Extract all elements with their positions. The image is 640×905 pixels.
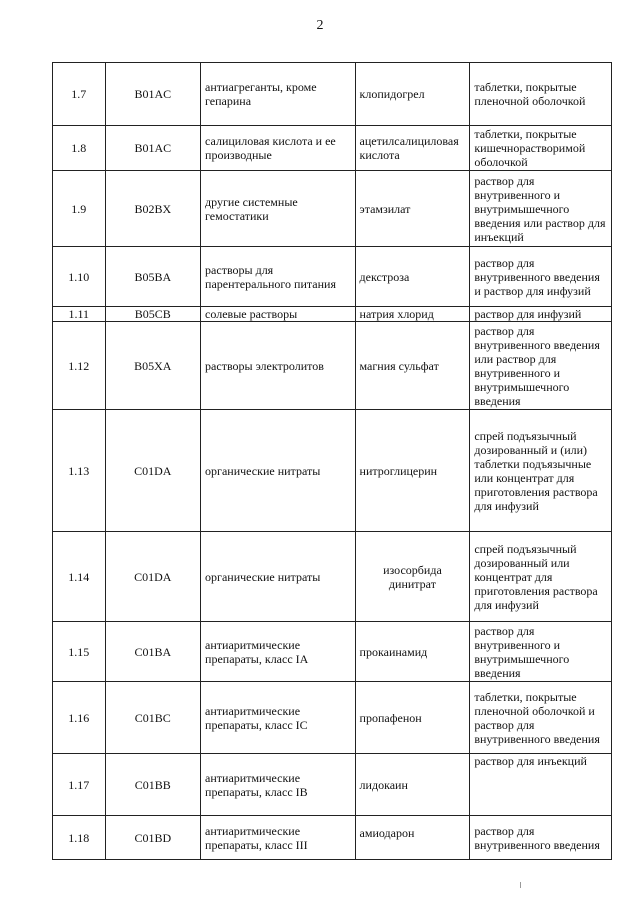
row-number: 1.16 [53, 682, 106, 754]
pharmacological-group: антиагреганты, кроме гепарина [201, 63, 356, 126]
scan-mark [520, 882, 521, 888]
atc-code: B01AC [105, 63, 200, 126]
row-number: 1.11 [53, 307, 106, 322]
table-row [53, 247, 612, 307]
dosage-form: спрей подъязычный дозированный или концентрат для приготовления раствора для инфузий [470, 532, 612, 622]
dosage-form: раствор для внутривенного введения и раствор для инфузий [470, 247, 612, 307]
row-number: 1.15 [53, 622, 106, 682]
table-row [53, 410, 612, 532]
table-row [53, 63, 612, 126]
dosage-form: таблетки, покрытые пленочной оболочкой и раствор для внутривенного введения [470, 682, 612, 754]
pharmacological-group: антиаритмические препараты, класс IA [201, 622, 356, 682]
pharmacological-group: солевые растворы [201, 307, 356, 322]
dosage-form: таблетки, покрытые пленочной оболочкой [470, 63, 612, 126]
drug-name: амиодарон [355, 816, 470, 860]
pharmacological-group: антиаритмические препараты, класс IB [201, 754, 356, 816]
atc-code: B05BA [105, 247, 200, 307]
row-number: 1.14 [53, 532, 106, 622]
atc-code: C01BD [105, 816, 200, 860]
pharmacological-group: растворы для парентерального питания [201, 247, 356, 307]
drug-name: натрия хлорид [355, 307, 470, 322]
row-number: 1.8 [53, 126, 106, 171]
atc-code: B02BX [105, 171, 200, 247]
pharmacological-group: растворы электролитов [201, 322, 356, 410]
table-row [53, 126, 612, 171]
atc-code: B05CB [105, 307, 200, 322]
table-row [53, 682, 612, 754]
drug-name: декстроза [355, 247, 470, 307]
table-row [53, 532, 612, 622]
atc-code: C01DA [105, 532, 200, 622]
table-row [53, 754, 612, 816]
drug-name: клопидогрел [355, 63, 470, 126]
atc-code: C01DA [105, 410, 200, 532]
drug-name: лидокаин [355, 754, 470, 816]
table-row [53, 307, 612, 322]
atc-code: C01BB [105, 754, 200, 816]
dosage-form: спрей подъязычный дозированный и (или) таблетки подъязычные или концентрат для приготовления раствора для инфузий [470, 410, 612, 532]
pharmacological-group: органические нитраты [201, 532, 356, 622]
table-row [53, 322, 612, 410]
dosage-form: раствор для внутривенного и внутримышечного введения [470, 622, 612, 682]
dosage-form: раствор для инъекций [470, 754, 612, 816]
table-row [53, 622, 612, 682]
drug-name: этамзилат [355, 171, 470, 247]
table-row [53, 171, 612, 247]
drug-name: изосорбида динитрат [355, 532, 470, 622]
drug-table [52, 62, 612, 860]
drug-name: пропафенон [355, 682, 470, 754]
row-number: 1.10 [53, 247, 106, 307]
pharmacological-group: антиаритмические препараты, класс III [201, 816, 356, 860]
atc-code: B01AC [105, 126, 200, 171]
table-row [53, 816, 612, 860]
atc-code: C01BC [105, 682, 200, 754]
atc-code: C01BA [105, 622, 200, 682]
pharmacological-group: другие системные гемостатики [201, 171, 356, 247]
dosage-form: раствор для внутривенного и внутримышечного введения или раствор для инъекций [470, 171, 612, 247]
dosage-form: раствор для внутривенного введения или раствор для внутривенного и внутримышечного введения [470, 322, 612, 410]
row-number: 1.9 [53, 171, 106, 247]
atc-code: B05XA [105, 322, 200, 410]
drug-name: ацетилсалициловая кислота [355, 126, 470, 171]
drug-name: прокаинамид [355, 622, 470, 682]
page-number: 2 [316, 18, 324, 33]
dosage-form: раствор для внутривенного введения [470, 816, 612, 860]
row-number: 1.18 [53, 816, 106, 860]
row-number: 1.12 [53, 322, 106, 410]
row-number: 1.17 [53, 754, 106, 816]
drug-name: магния сульфат [355, 322, 470, 410]
dosage-form: раствор для инфузий [470, 307, 612, 322]
pharmacological-group: органические нитраты [201, 410, 356, 532]
pharmacological-group: салициловая кислота и ее производные [201, 126, 356, 171]
dosage-form: таблетки, покрытые кишечнорастворимой оболочкой [470, 126, 612, 171]
row-number: 1.13 [53, 410, 106, 532]
drug-name: нитроглицерин [355, 410, 470, 532]
row-number: 1.7 [53, 63, 106, 126]
pharmacological-group: антиаритмические препараты, класс IC [201, 682, 356, 754]
